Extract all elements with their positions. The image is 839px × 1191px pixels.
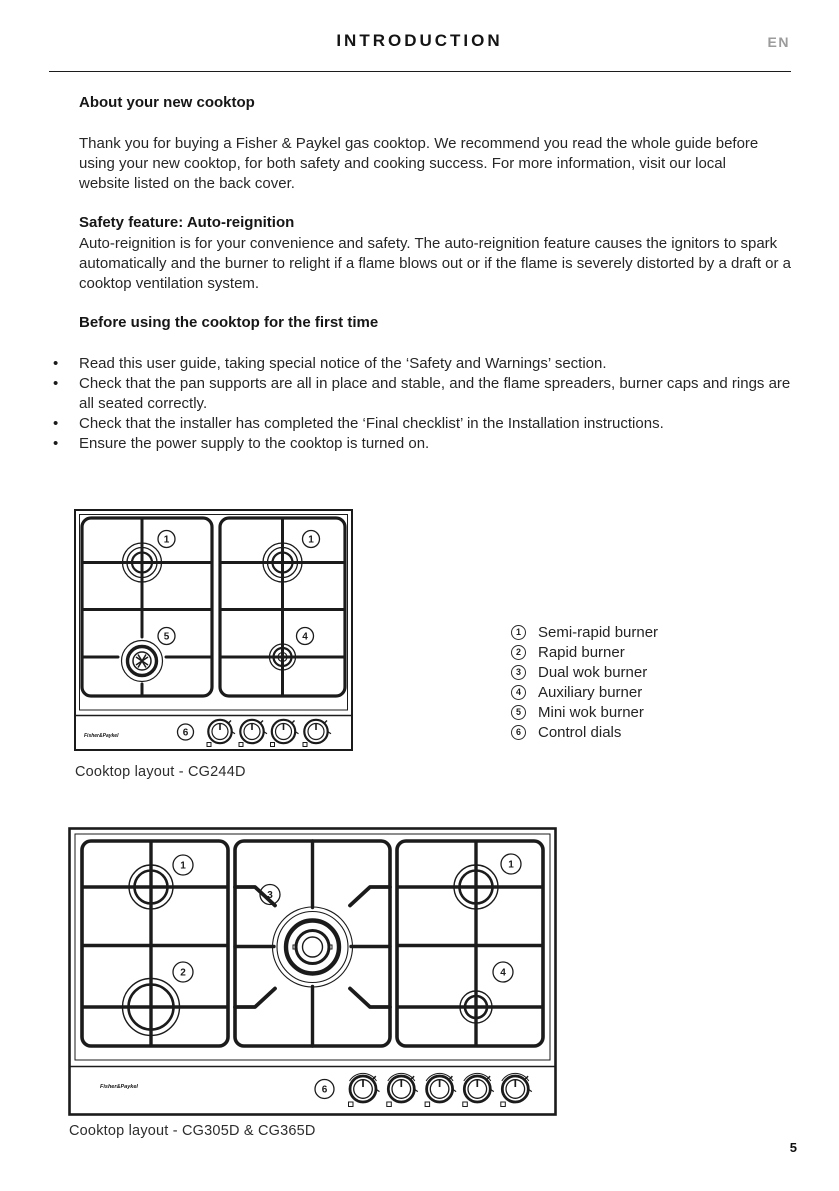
control-dial [463, 1073, 494, 1106]
control-dial [239, 720, 267, 747]
legend-item: 1 Semi-rapid burner [511, 622, 658, 642]
badge-dials: 6 [321, 1084, 328, 1096]
control-dial [271, 720, 299, 747]
control-dial [501, 1073, 532, 1106]
badge-top-right: 1 [308, 534, 314, 546]
badge-dials: 6 [182, 727, 189, 739]
page-title: INTRODUCTION [336, 31, 503, 50]
legend-item: 2 Rapid burner [511, 642, 658, 662]
control-panel [100, 1073, 532, 1106]
diagram2-caption: Cooktop layout - CG305D & CG365D [69, 1123, 316, 1139]
burner-legend [511, 622, 658, 742]
badge-top-left: 1 [180, 860, 186, 872]
control-panel [84, 720, 331, 747]
control-dial [387, 1073, 418, 1106]
circled-number-icon: 5 [511, 705, 526, 720]
page-number: 5 [789, 1140, 797, 1155]
legend-item: 3 Dual wok burner [511, 662, 658, 682]
circled-number-icon: 4 [511, 685, 526, 700]
mini-wok-burner [122, 641, 163, 682]
legend-item: 4 Auxiliary burner [511, 682, 658, 702]
badge-top-left: 1 [163, 534, 170, 546]
control-dial [207, 720, 235, 747]
checklist-item: • Read this user guide, taking special notice of the ‘Safety and Warnings’ section. [52, 354, 792, 374]
safety-feature-paragraph: Auto-reignition is for your convenience and safety. The auto-reignition feature causes the ignitors to spark automatically and the burner to relight if a flame blows out or if the flame is severely distorted by a draft or a cooktop ventilation system. [79, 235, 792, 292]
circled-number-icon: 1 [511, 625, 526, 640]
safety-feature-heading: Safety feature: Auto-reignition [79, 214, 295, 231]
badge-bottom-right: 4 [500, 967, 506, 979]
header-divider [49, 71, 791, 72]
before-use-checklist [52, 354, 792, 454]
circled-number-icon: 2 [511, 645, 526, 660]
control-dial [303, 720, 331, 747]
fisher-paykel-logo: Fisher&Paykel [84, 733, 119, 739]
before-use-heading: Before using the cooktop for the first time [79, 314, 379, 331]
legend-item: 6 Control dials [511, 722, 658, 742]
circled-number-icon: 6 [511, 725, 526, 740]
badge-bottom-left: 5 [163, 631, 170, 643]
legend-item: 5 Mini wok burner [511, 702, 658, 722]
badge-bottom-left: 2 [180, 967, 186, 979]
checklist-item: • Ensure the power supply to the cooktop is turned on. [52, 434, 792, 454]
cooktop-diagram-cg305d-cg365d [68, 827, 557, 1116]
badge-top-right: 1 [508, 859, 514, 871]
checklist-item: • Check that the pan supports are all in place and stable, and the flame spreaders, burner caps and rings are all seated correctly. [52, 374, 792, 414]
control-dial [349, 1073, 380, 1106]
cooktop-diagram-cg244d [74, 509, 353, 751]
fisher-paykel-logo: Fisher&Paykel [100, 1084, 138, 1090]
badge-bottom-right: 4 [302, 631, 308, 643]
language-label: EN [767, 34, 790, 50]
control-dial [425, 1073, 456, 1106]
badge-center: 3 [267, 890, 273, 902]
dual-wok-burner [273, 907, 353, 987]
circled-number-icon: 3 [511, 665, 526, 680]
about-heading: About your new cooktop [79, 94, 255, 111]
diagram1-caption: Cooktop layout - CG244D [75, 764, 246, 780]
about-paragraph: Thank you for buying a Fisher & Paykel gas cooktop. We recommend you read the whole guide before using your new cooktop, for both safety and cooking success. For more information, visit our local website listed on the back cover. [79, 135, 759, 192]
checklist-item: • Check that the installer has completed the ‘Final checklist’ in the Installation instructions. [52, 414, 792, 434]
